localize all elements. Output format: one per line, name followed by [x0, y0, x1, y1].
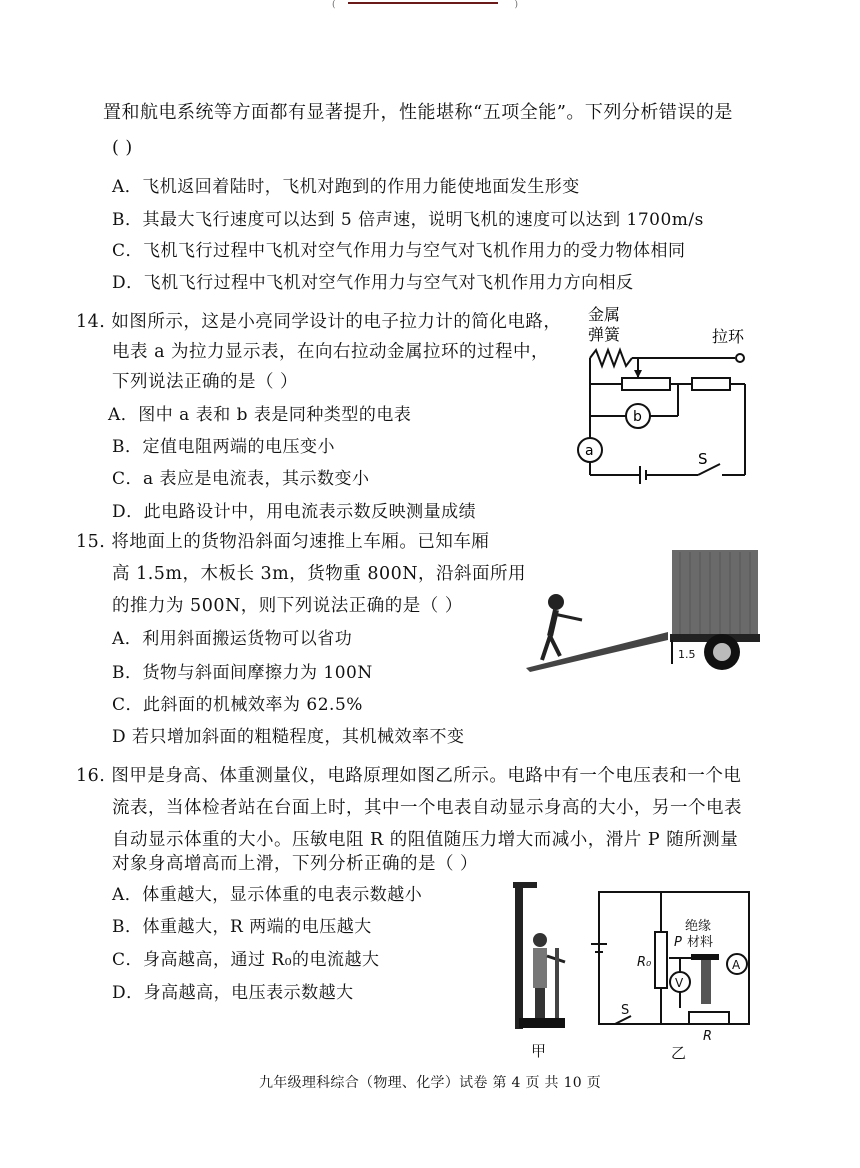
- q14-stem-line-3: 下列说法正确的是（ ）: [112, 372, 299, 392]
- q16-label-r0: R₀: [637, 955, 652, 970]
- q14-label-ring: 拉环: [712, 327, 745, 346]
- q14-stem-line-2: 电表 a 为拉力显示表，在向右拉动金属拉环的过程中，: [112, 342, 550, 362]
- q16-voltmeter-label: V: [675, 976, 684, 990]
- q16-stem-line-4: 对象身高增高而上滑，下列分析正确的是（ ）: [112, 854, 479, 874]
- q16-caption-jia: 甲: [531, 1042, 547, 1060]
- q14-option-c: C．a 表应是电流表，其示数变小: [112, 469, 370, 489]
- q15-option-c: C．此斜面的机械效率为 62.5%: [112, 695, 363, 715]
- q13-stem: 置和航电系统等方面都有显著提升，性能堪称“五项全能”。下列分析错误的是: [103, 102, 733, 123]
- q14-meter-a: a: [585, 443, 594, 459]
- q13-option-a: A．飞机返回着陆时，飞机对跑到的作用力能使地面发生形变: [112, 177, 580, 197]
- top-margin-mark: ( ): [332, 0, 518, 10]
- q16-option-a: A．体重越大，显示体重的电表示数越小: [112, 885, 423, 905]
- q14-option-d: D．此电路设计中，用电流表示数反映测量成绩: [112, 502, 477, 522]
- q14-stem-line-1: 14. 如图所示，这是小亮同学设计的电子拉力计的简化电路，: [76, 312, 562, 332]
- q16-label-insulator-2: 材料: [687, 935, 714, 950]
- q14-circuit-diagram: [570, 300, 760, 490]
- q15-option-d: D 若只增加斜面的粗糙程度，其机械效率不变: [112, 727, 465, 747]
- q15-option-a: A．利用斜面搬运货物可以省功: [112, 629, 353, 649]
- q13-answer-paren: ( ): [112, 138, 133, 158]
- q16-option-d: D．身高越高，电压表示数越大: [112, 983, 354, 1003]
- q13-option-d: D．飞机飞行过程中飞机对空气作用力与空气对飞机作用力方向相反: [112, 273, 634, 293]
- q14-meter-b: b: [633, 409, 642, 425]
- q14-option-a: A．图中 a 表和 b 表是同种类型的电表: [108, 405, 412, 425]
- q14-option-b: B．定值电阻两端的电压变小: [112, 437, 335, 457]
- q15-stem-line-1: 15. 将地面上的货物沿斜面匀速推上车厢。已知车厢: [76, 532, 490, 552]
- q13-option-b: B．其最大飞行速度可以达到 5 倍声速，说明飞机的速度可以达到 1700m/s: [112, 210, 704, 230]
- q16-label-slider-p: P: [674, 935, 682, 950]
- q15-option-b: B．货物与斜面间摩擦力为 100N: [112, 663, 373, 683]
- q15-stem-line-3: 的推力为 500N，则下列说法正确的是（ ）: [112, 596, 463, 616]
- q13-option-c: C．飞机飞行过程中飞机对空气作用力与空气对飞机作用力的受力物体相同: [112, 241, 686, 261]
- q16-option-c: C．身高越高，通过 R₀的电流越大: [112, 950, 380, 970]
- q16-stem-line-3: 自动显示体重的大小。压敏电阻 R 的阻值随压力增大而减小，滑片 P 随所测量: [112, 830, 739, 850]
- q15-stem-line-2: 高 1.5m，木板长 3m，货物重 800N，沿斜面所用: [112, 564, 527, 584]
- q16-caption-yi: 乙: [671, 1044, 687, 1062]
- q14-label-metal: 金属: [588, 305, 621, 324]
- q14-label-spring: 弹簧: [588, 325, 621, 344]
- q16-stem-line-1: 16. 图甲是身高、体重测量仪，电路原理如图乙所示。电路中有一个电压表和一个电: [76, 766, 742, 786]
- q16-ammeter-label: A: [732, 958, 741, 972]
- q16-figure-jia: [505, 878, 585, 1063]
- q14-switch-label: S: [698, 450, 708, 468]
- q16-switch-label: S: [621, 1003, 630, 1018]
- q15-ramp-figure: [520, 540, 760, 675]
- q16-stem-line-2: 流表，当体检者站在台面上时，其中一个电表自动显示身高的大小，另一个电表: [112, 798, 742, 818]
- q16-label-insulator-1: 绝缘: [685, 919, 712, 934]
- q15-truck-height-label: 1.5: [678, 648, 696, 661]
- q16-figure-yi-circuit: [585, 880, 770, 1065]
- q16-label-r: R: [703, 1029, 713, 1044]
- q16-option-b: B．体重越大，R 两端的电压越大: [112, 917, 372, 937]
- page-footer: 九年级理科综合（物理、化学）试卷 第 4 页 共 10 页: [258, 1075, 602, 1091]
